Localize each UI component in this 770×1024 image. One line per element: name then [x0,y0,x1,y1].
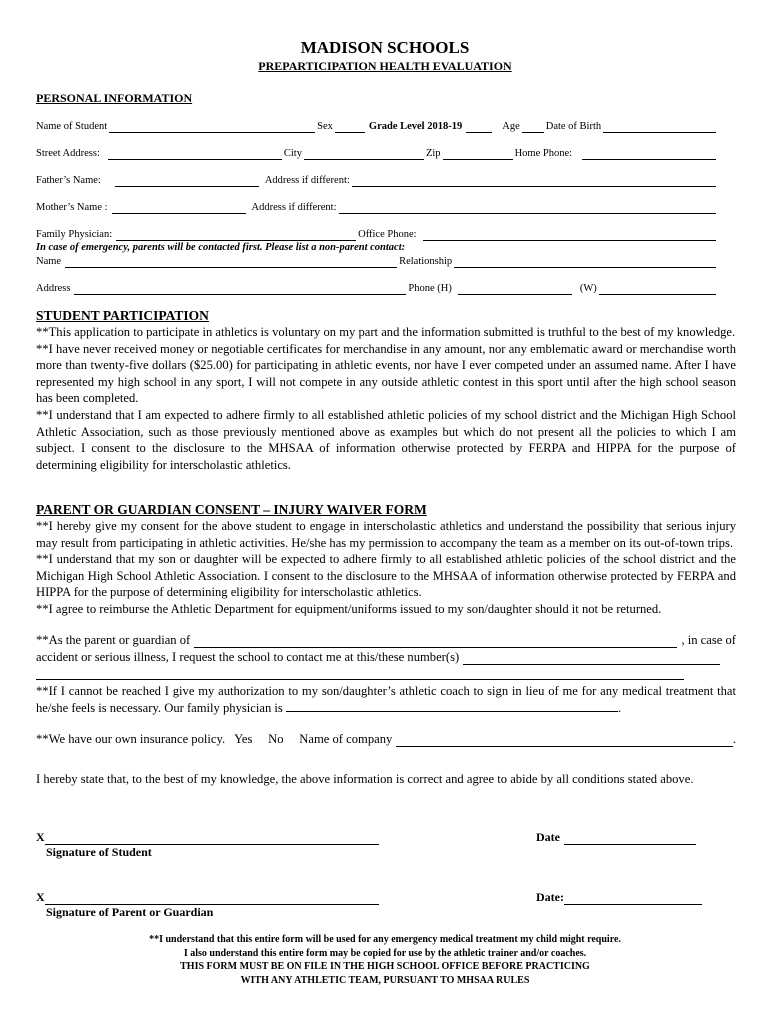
statement-text [36,771,736,788]
student-signature-label: Signature of Student [46,845,152,859]
student-date-field[interactable] [564,833,696,845]
student-participation-heading: STUDENT PARTICIPATION [36,308,209,323]
age-field[interactable] [522,123,544,133]
insurance-row [36,732,736,747]
contact-name-field[interactable] [65,258,397,268]
consent-heading: PARENT OR GUARDIAN CONSENT – INJURY WAIVER FORM [36,502,427,517]
father-label: Father’s Name: [36,175,101,186]
student-row [36,121,718,133]
authorization-label: **If I cannot be reached I give my authorization to my son/daughter’s athletic coach to sign in lieu of me for any medical treatment that he/she feels is necessary. Our family physician is [36,684,736,715]
mother-address-field[interactable] [339,204,717,214]
contact-number-field-2[interactable] [36,669,684,680]
parent-date-field[interactable] [564,893,702,905]
office-phone-field[interactable] [423,231,716,241]
participation-paragraph: **I understand that I am expected to adhere firmly to all established athletic policies of my school district and the Michigan High School Athletic Association, such as those previously mentioned above as examples but which do not present all the policies to which I am subject. I consent to the disclosure to the MHSAA of information otherwise protected by FERPA and HIPPA for the purpose of determining eligibility for interscholastic athletics. [36,407,736,472]
student-date-row [536,830,696,845]
contact-name-label: Name [36,256,62,267]
zip-label: Zip [425,148,441,159]
student-date-label: Date [536,830,560,844]
student-signature-x: X [36,830,45,844]
name-of-student-field[interactable] [109,123,315,133]
home-phone-field[interactable] [582,150,716,160]
contact-name-row [36,256,718,268]
zip-field[interactable] [443,150,513,160]
father-address-field[interactable] [352,177,716,187]
mother-field[interactable] [112,204,246,214]
consent-paragraph: **I agree to reimburse the Athletic Department for equipment/uniforms issued to my son/daughter should it not be returned. [36,601,662,616]
relationship-field[interactable] [454,258,716,268]
parent-date-row [536,890,702,905]
participation-paragraph: **I have never received money or negotiable certificates for merchandise in any amount, nor any emblematic award or merchandise worth more than twenty-five dollars ($25.00) for participating in athletic events, nor have I ever competed under an assumed name. After I have represented my high school in any sport, I will not compete in any outside athletic contest in this sport until after the high school season has been completed. [36,341,736,406]
contact-address-row [36,283,718,295]
contact-address-label: Address [36,283,71,294]
father-address-label: Address if different: [264,175,350,186]
street-label: Street Address: [36,148,100,159]
street-field[interactable] [108,150,282,160]
insurance-period: . [732,732,736,746]
office-phone-label: Office Phone: [358,229,417,240]
name-of-student-label: Name of Student [36,121,108,132]
insurance-company-field[interactable] [396,735,733,747]
parent-signature-x: X [36,890,45,904]
participation-text [36,324,736,473]
parent-date-label: Date: [536,890,564,904]
student-signature-row [36,830,379,845]
grade-level-label: Grade Level 2018-19 [368,121,463,132]
family-physician-label: Family Physician: [36,229,113,240]
parent-signature-row [36,890,379,905]
phone-h-field[interactable] [458,285,572,295]
contact-number-label: accident or serious illness, I request the school to contact me at this/these number(s) [36,650,460,664]
sex-field[interactable] [335,123,365,133]
consent-paragraph: **I hereby give my consent for the above student to engage in interscholastic athletics and understand the possibility that serious injury may result from participating in athletic activities. He/she has my permission to accompany the team as a member on its out-of-town trips. [36,519,736,550]
address-row [36,148,718,160]
consent-text [36,518,736,618]
physician-authorization [36,683,736,716]
phone-w-field[interactable] [599,285,716,295]
emergency-note: In case of emergency, parents will be contacted first. Please list a non-parent contact: [36,242,406,253]
city-field[interactable] [304,150,424,160]
dob-label: Date of Birth [545,121,602,132]
physician-row [36,229,718,241]
sex-label: Sex [317,121,333,132]
contact-number-row [36,650,720,665]
consent-paragraph: **I understand that my son or daughter will be expected to adhere firmly to all established athletic policies of the school district and the Michigan High School Athletic Association. I consent to the disclosure to the MHSAA of information otherwise protected by FERPA and HIPPA for the purpose of determining eligibility for interscholastic athletics. [36,552,736,600]
statement-paragraph: I hereby state that, to the best of my knowledge, the above information is correct and agree to abide by all conditions stated above. [36,772,694,786]
student-signature-field[interactable] [45,833,379,845]
footer-line: THIS FORM MUST BE ON FILE IN THE HIGH SCHOOL OFFICE BEFORE PRACTICING [180,961,590,973]
authorization-period: . [617,700,622,715]
home-phone-label: Home Phone: [514,148,573,159]
relationship-label: Relationship [399,256,453,267]
authorization-text [36,683,736,716]
mother-address-label: Address if different: [251,202,337,213]
footer-line: I also understand this entire form may be copied for use by the athletic trainer and/or coaches. [183,947,587,959]
form-subtitle: PREPARTICIPATION HEALTH EVALUATION [258,59,512,73]
father-row [36,175,718,187]
father-field[interactable] [115,177,259,187]
city-label: City [283,148,302,159]
footer-line: WITH ANY ATHLETIC TEAM, PURSUANT TO MHSAA RULES [240,974,530,986]
contact-address-field[interactable] [74,285,406,295]
contact-number-field[interactable] [463,653,720,665]
parent-signature-field[interactable] [45,893,379,905]
participation-paragraph: **This application to participate in athletics is voluntary on my part and the information submitted is truthful to the best of my knowledge. [36,325,736,339]
guardian-of-label: **As the parent or guardian of [36,633,191,647]
mother-row [36,202,718,214]
parent-signature-label: Signature of Parent or Guardian [46,905,214,919]
phone-h-label: Phone (H) [408,283,452,294]
dob-field[interactable] [603,123,716,133]
age-label: Age [502,121,520,132]
student-name-field[interactable] [194,636,677,648]
mother-label: Mother’s Name : [36,202,108,213]
guardian-row [36,633,736,648]
insurance-label: **We have our own insurance policy. Yes No Name of company [36,732,393,746]
form-title: MADISON SCHOOLS [300,38,470,57]
phone-w-label: (W) [579,283,597,294]
footer-notice [0,933,770,987]
footer-line: **I understand that this entire form will be used for any emergency medical treatment my child might require. [149,934,621,945]
in-case-of-label: , in case of [681,633,736,647]
grade-level-field[interactable] [466,123,492,133]
family-physician-field[interactable] [116,231,356,241]
family-physician-consent-field[interactable] [286,700,618,712]
personal-info-heading: PERSONAL INFORMATION [36,91,193,105]
